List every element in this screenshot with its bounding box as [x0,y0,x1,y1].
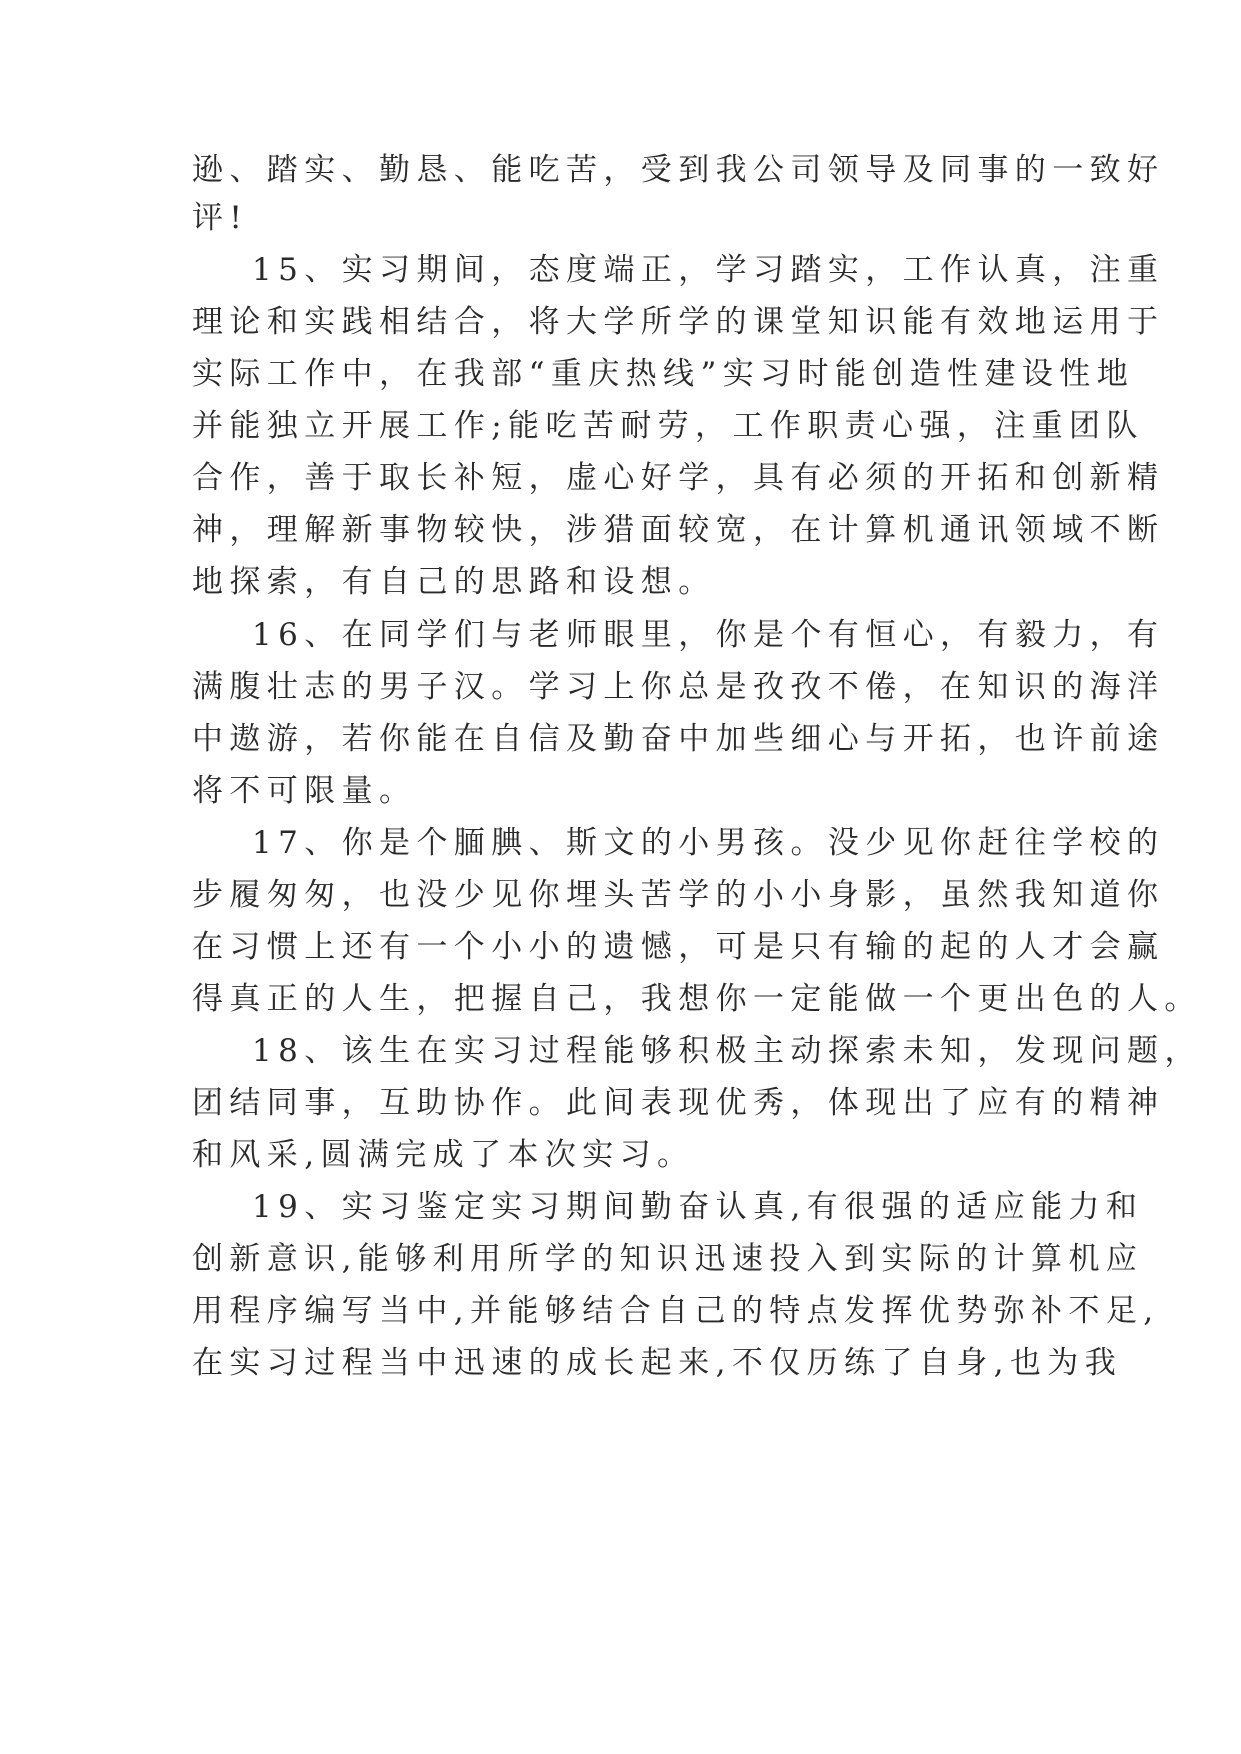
paragraph-16-start: 16、在同学们与老师眼里，你是个有恒心，有毅力，有 [252,617,1165,653]
text-line: 实际工作中，在我部“重庆热线”实习时能创造性建设性地 [192,356,1135,392]
paragraph-15-start: 15、实习期间，态度端正，学习踏实，工作认真，注重 [252,252,1165,288]
text-line: 神，理解新事物较快，涉猎面较宽，在计算机通讯领域不断 [192,512,1165,548]
text-line: 在习惯上还有一个小小的遗憾，可是只有输的起的人才会赢 [192,929,1165,965]
text-line: 并能独立开展工作;能吃苦耐劳，工作职责心强，注重团队 [192,408,1144,444]
paragraph-19-start: 19、实习鉴定实习期间勤奋认真,有很强的适应能力和 [252,1189,1144,1225]
text-line: 将不可限量。 [192,773,417,809]
text-line: 合作，善于取长补短，虚心好学，具有必须的开拓和创新精 [192,460,1165,496]
text-line: 理论和实践相结合，将大学所学的课堂知识能有效地运用于 [192,304,1165,340]
paragraph-17-start: 17、你是个腼腆、斯文的小男孩。没少见你赶往学校的 [252,825,1165,861]
text-line: 满腹壮志的男子汉。学习上你总是孜孜不倦，在知识的海洋 [192,669,1165,705]
text-line: 步履匆匆，也没少见你埋头苦学的小小身影，虽然我知道你 [192,877,1165,913]
text-line: 中遨游，若你能在自信及勤奋中加些细心与开拓，也许前途 [192,721,1165,757]
paragraph-18-start: 18、该生在实习过程能够积极主动探索未知，发现问题， [252,1033,1202,1069]
text-line: 逊、踏实、勤恳、能吃苦，受到我公司领导及同事的一致好 [192,152,1165,188]
text-line: 评! [192,200,249,236]
text-line: 团结同事，互助协作。此间表现优秀，体现出了应有的精神 [192,1085,1165,1121]
text-line: 用程序编写当中,并能够结合自己的特点发挥优势弥补不足, [192,1293,1160,1329]
text-line: 得真正的人生，把握自己，我想你一定能做一个更出色的人。 [192,981,1202,1017]
text-line: 在实习过程当中迅速的成长起来,不仅历练了自身,也为我 [192,1345,1123,1381]
text-line: 地探索，有自己的思路和设想。 [192,564,716,600]
text-line: 创新意识,能够利用所学的知识迅速投入到实际的计算机应 [192,1241,1144,1277]
text-line: 和风采,圆满完成了本次实习。 [192,1137,695,1173]
